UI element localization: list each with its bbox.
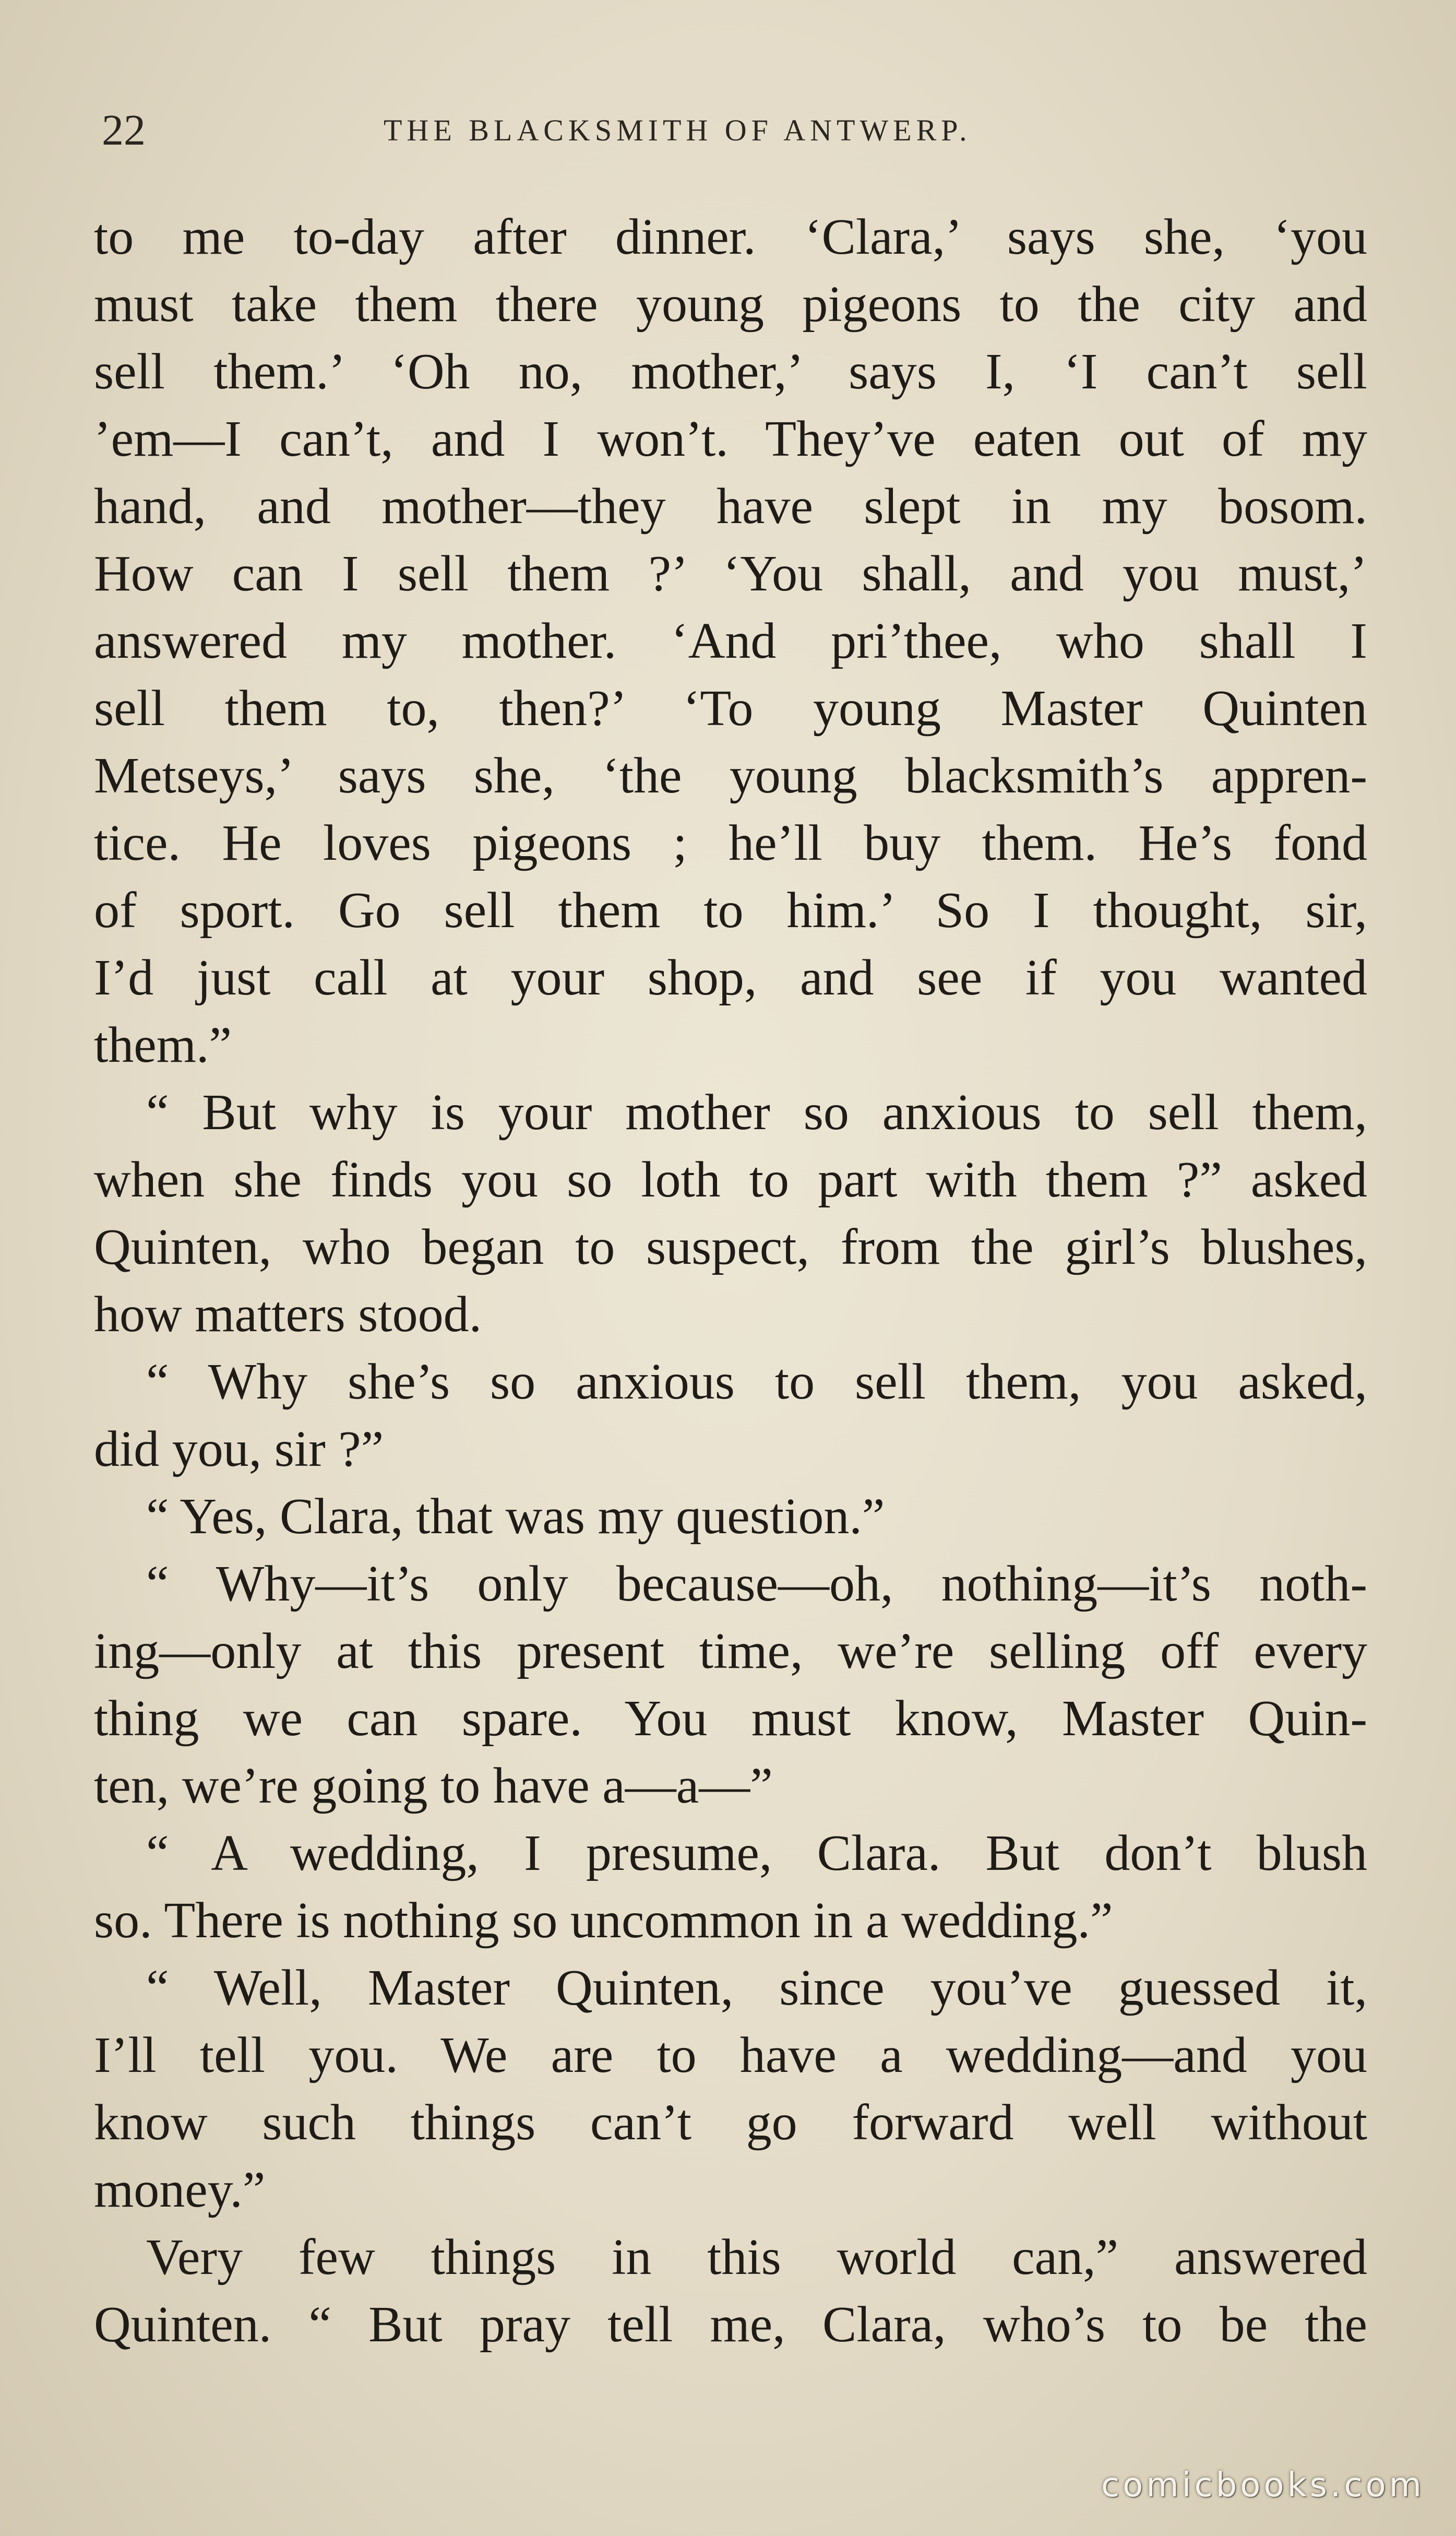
text-line: them.” bbox=[94, 1017, 232, 1073]
text-line: sell them.’ ‘Oh no, mother,’ says I, ‘I can’t sell bbox=[94, 343, 1367, 400]
text-line: “ A wedding, I presume, Clara. But don’t blush bbox=[146, 1825, 1367, 1881]
text-line: must take them there young pigeons to the city and bbox=[94, 276, 1367, 333]
text-line: I’ll tell you. We are to have a wedding—and you bbox=[94, 2027, 1367, 2083]
text-line: tice. He loves pigeons ; he’ll buy them. He’s fond bbox=[94, 815, 1367, 871]
text-line: sell them to, then?’ ‘To young Master Quinten bbox=[94, 680, 1367, 737]
text-line: ten, we’re going to have a—a—” bbox=[94, 1758, 773, 1814]
text-line: answered my mother. ‘And pri’thee, who shall I bbox=[94, 613, 1367, 669]
text-line: Metseys,’ says she, ‘the young blacksmith’s appren- bbox=[94, 748, 1367, 804]
text-line: of sport. Go sell them to him.’ So I thought, sir, bbox=[94, 882, 1367, 939]
text-line: Quinten. “ But pray tell me, Clara, who’s to be the bbox=[94, 2296, 1367, 2353]
text-line: did you, sir ?” bbox=[94, 1421, 384, 1477]
text-line: I’d just call at your shop, and see if you wanted bbox=[94, 950, 1367, 1006]
text-line: “ Why she’s so anxious to sell them, you asked, bbox=[146, 1354, 1367, 1410]
text-line: “ Why—it’s only because—oh, nothing—it’s noth- bbox=[146, 1556, 1367, 1612]
text-line: “ Yes, Clara, that was my question.” bbox=[146, 1488, 885, 1545]
watermark: comicbooks.com bbox=[1101, 2466, 1425, 2505]
body-text bbox=[94, 204, 1367, 2359]
text-line: “ But why is your mother so anxious to sell them, bbox=[146, 1084, 1367, 1141]
text-line: to me to-day after dinner. ‘Clara,’ says she, ‘you bbox=[94, 209, 1367, 265]
page-number: 22 bbox=[102, 106, 146, 155]
text-line: money.” bbox=[94, 2162, 266, 2218]
text-line: ing—only at this present time, we’re selling off every bbox=[94, 1623, 1367, 1679]
text-line: when she finds you so loth to part with them ?” asked bbox=[94, 1152, 1367, 1208]
running-head: THE BLACKSMITH OF ANTWERP. bbox=[384, 113, 972, 147]
text-line: Quinten, who began to suspect, from the girl’s blushes, bbox=[94, 1219, 1367, 1275]
text-line: “ Well, Master Quinten, since you’ve guessed it, bbox=[146, 1960, 1367, 2016]
text-line: How can I sell them ?’ ‘You shall, and you must,’ bbox=[94, 546, 1367, 602]
text-line: ’em—I can’t, and I won’t. They’ve eaten out of my bbox=[94, 411, 1367, 467]
text-line: so. There is nothing so uncommon in a wedding.” bbox=[94, 1892, 1113, 1949]
text-line: know such things can’t go forward well without bbox=[94, 2094, 1367, 2151]
text-line: thing we can spare. You must know, Master Quin- bbox=[94, 1690, 1367, 1747]
text-line: Very few things in this world can,” answered bbox=[146, 2229, 1367, 2285]
page-header bbox=[102, 99, 1375, 162]
text-line: how matters stood. bbox=[94, 1286, 482, 1343]
text-line: hand, and mother—they have slept in my bosom. bbox=[94, 478, 1367, 535]
